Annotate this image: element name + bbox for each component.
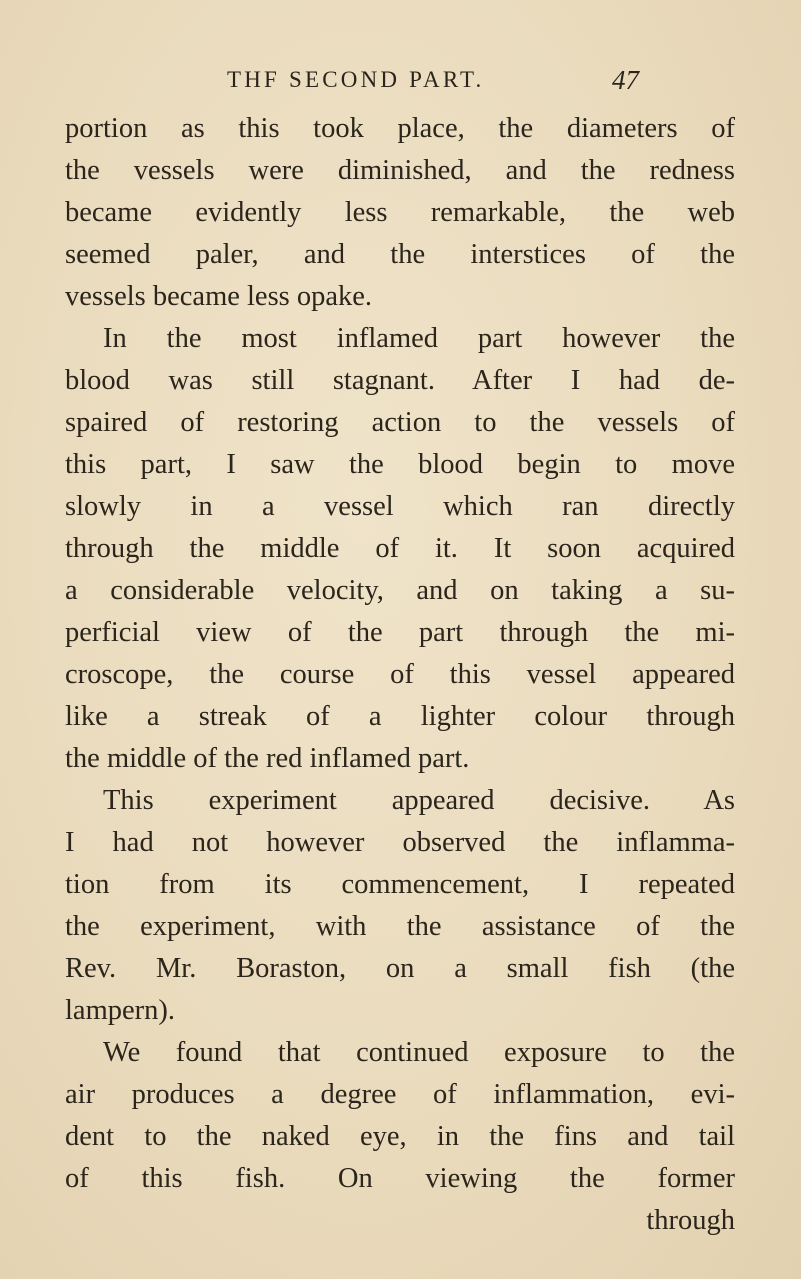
text-line: the middle of the red inflamed part. [65, 743, 470, 774]
text-line: perficial view of the part through the mi- [65, 617, 735, 648]
text-line: spaired of restoring action to the vessels of [65, 407, 735, 438]
text-line: a considerable velocity, and on taking a su- [65, 575, 735, 606]
text-line: like a streak of a lighter colour through [65, 701, 735, 732]
text-line: this part, I saw the blood begin to move [65, 449, 735, 480]
text-line: the experiment, with the assistance of the [65, 911, 735, 942]
text-line: croscope, the course of this vessel appeared [65, 659, 735, 690]
text-line: vessels became less opake. [65, 281, 373, 312]
text-line: slowly in a vessel which ran directly [65, 491, 735, 522]
text-line: We found that continued exposure to the [103, 1037, 735, 1068]
text-line: of this fish. On viewing the former [65, 1163, 735, 1194]
page-header [0, 62, 801, 98]
text-line: Rev. Mr. Boraston, on a small fish (the [65, 953, 735, 984]
text-line: became evidently less remarkable, the web [65, 197, 735, 228]
text-line: tion from its commencement, I repeated [65, 869, 735, 900]
page-number: 47 [612, 65, 639, 95]
text-line: through the middle of it. It soon acquired [65, 533, 735, 564]
text-line: the vessels were diminished, and the redness [65, 155, 735, 186]
text-line: dent to the naked eye, in the fins and tail [65, 1121, 735, 1152]
text-line: air produces a degree of inflammation, evi- [65, 1079, 735, 1110]
text-line: portion as this took place, the diameters of [65, 113, 735, 144]
running-head: THF SECOND PART. [227, 67, 485, 92]
text-line: seemed paler, and the interstices of the [65, 239, 735, 270]
text-line: I had not however observed the inflamma- [65, 827, 735, 858]
text-line: lampern). [65, 995, 175, 1026]
catchword: through [646, 1205, 735, 1236]
text-line: blood was still stagnant. After I had de- [65, 365, 735, 396]
text-line: In the most inflamed part however the [103, 323, 735, 354]
text-line: This experiment appeared decisive. As [103, 785, 735, 816]
